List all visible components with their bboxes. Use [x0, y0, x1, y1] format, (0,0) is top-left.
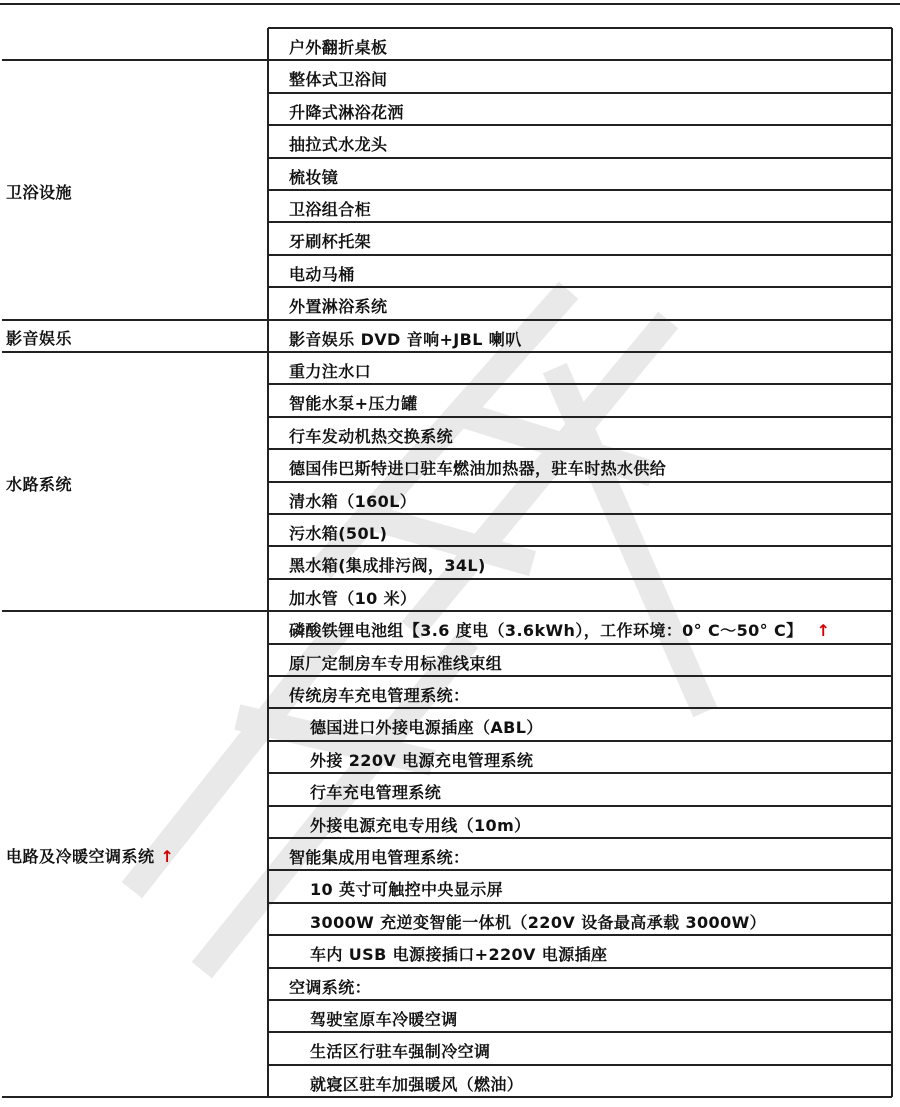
spec-item	[310, 910, 766, 933]
spec-item	[310, 1072, 523, 1095]
spec-item-text: 车内 USB 电源接插口+220V 电源插座	[310, 945, 608, 965]
spec-item-text: 梳妆镜	[289, 167, 339, 187]
spec-item-text: 外接 220V 电源充电管理系统	[310, 750, 534, 770]
spec-item-text: 传统房车充电管理系统：	[289, 686, 470, 705]
spec-item	[289, 975, 371, 998]
spec-item	[310, 715, 543, 738]
row-rule	[268, 221, 892, 223]
spec-item-text: 磷酸铁锂电池组【3.6 度电（3.6kWh），工作环境：0° C～50° C】	[289, 621, 803, 641]
row-rule	[268, 643, 892, 645]
row-rule	[268, 869, 892, 871]
category-label	[6, 326, 72, 349]
spec-item	[289, 197, 371, 220]
spec-item	[289, 359, 371, 382]
spec-item-text: 行车充电管理系统	[310, 783, 442, 803]
category-label	[6, 180, 72, 203]
spec-item	[289, 618, 830, 641]
spec-item	[310, 1007, 458, 1030]
row-rule	[268, 189, 892, 191]
category-label	[6, 844, 174, 867]
spec-item	[289, 586, 416, 609]
row-rule	[268, 1064, 892, 1066]
spec-item	[289, 132, 387, 155]
row-rule	[268, 999, 892, 1001]
spec-item	[289, 521, 387, 544]
spec-item	[289, 489, 416, 512]
row-rule	[268, 416, 892, 418]
row-rule	[268, 934, 892, 936]
spec-item	[289, 67, 387, 90]
row-rule	[268, 805, 892, 807]
table-top-rule	[268, 27, 892, 29]
row-rule	[268, 707, 892, 709]
category-label-text: 卫浴设施	[6, 183, 73, 202]
table-right-border	[891, 28, 893, 1097]
spec-item	[310, 813, 531, 836]
row-rule	[268, 578, 892, 580]
spec-item-text: 牙刷杯托架	[289, 232, 372, 252]
spec-item-text: 驾驶室原车冷暖空调	[310, 1010, 458, 1029]
spec-item-text: 德国进口外接电源插座（ABL）	[310, 718, 543, 738]
spec-item-text: 外置淋浴系统	[289, 297, 388, 317]
spec-item	[289, 424, 453, 447]
group-rule	[2, 610, 892, 612]
spec-item-text: 卫浴组合柜	[289, 200, 372, 219]
spec-item	[310, 1039, 490, 1062]
spec-item-text: 清水箱（160L）	[289, 491, 417, 511]
spec-item	[289, 327, 522, 350]
group-rule	[2, 1096, 892, 1098]
spec-item	[289, 165, 338, 188]
spec-item-text: 智能水泵+压力罐	[289, 394, 418, 414]
column-divider	[267, 28, 269, 1097]
category-label-text: 水路系统	[6, 474, 73, 494]
spec-item-text: 抽拉式水龙头	[289, 135, 388, 155]
spec-item-text: 外接电源充电专用线（10m）	[310, 815, 531, 835]
spec-item-text: 加水管（10 米）	[289, 588, 417, 608]
group-rule	[2, 319, 892, 321]
spec-item-text: 原厂定制房车专用标准线束组	[289, 653, 503, 673]
spec-item	[289, 35, 387, 58]
spec-item	[289, 683, 469, 706]
spec-item-text: 3000W 充逆变智能一体机（220V 设备最高承载 3000W）	[310, 912, 767, 932]
spec-item-text: 整体式卫浴间	[289, 70, 388, 90]
spec-item	[289, 456, 666, 479]
spec-item-text: 重力注水口	[289, 362, 372, 381]
up-arrow-icon: ↑	[160, 847, 175, 867]
spec-item-text: 空调系统：	[289, 977, 372, 997]
row-rule	[268, 448, 892, 450]
category-label	[6, 472, 72, 495]
spec-item-text: 就寝区驻车加强暖风（燃油）	[310, 1074, 524, 1094]
row-rule	[268, 837, 892, 839]
spec-item-text: 德国伟巴斯特进口驻车燃油加热器，驻车时热水供给	[289, 459, 667, 479]
row-rule	[268, 481, 892, 483]
row-rule	[268, 675, 892, 677]
group-rule	[2, 59, 892, 61]
row-rule	[268, 286, 892, 288]
spec-item	[289, 553, 486, 576]
row-rule	[268, 157, 892, 159]
spec-item	[310, 877, 503, 900]
spec-item	[289, 100, 404, 123]
spec-item	[289, 651, 502, 674]
row-rule	[268, 254, 892, 256]
spec-item	[310, 780, 441, 803]
spec-item	[289, 229, 371, 252]
row-rule	[268, 1031, 892, 1033]
page-top-rule	[0, 3, 900, 5]
spec-item	[310, 748, 533, 771]
row-rule	[268, 124, 892, 126]
spec-item-text: 影音娱乐 DVD 音响+JBL 喇叭	[289, 329, 522, 349]
category-label-text: 电路及冷暖空调系统	[6, 847, 155, 867]
row-rule	[268, 902, 892, 904]
row-rule	[268, 513, 892, 515]
spec-item-text: 升降式淋浴花洒	[289, 102, 404, 122]
row-rule	[268, 383, 892, 385]
spec-item-text: 户外翻折桌板	[289, 38, 388, 57]
spec-item	[310, 942, 607, 965]
category-label-text: 影音娱乐	[6, 328, 73, 348]
spec-item	[289, 391, 418, 414]
spec-item-text: 污水箱(50L)	[289, 524, 388, 543]
up-arrow-icon: ↑	[816, 621, 831, 641]
spec-item-text: 电动马桶	[289, 264, 355, 284]
row-rule	[268, 772, 892, 774]
row-rule	[268, 545, 892, 547]
spec-item-text: 黑水箱(集成排污阀，34L)	[289, 556, 486, 576]
spec-item-text: 10 英寸可触控中央显示屏	[310, 880, 504, 900]
spec-item-text: 行车发动机热交换系统	[289, 426, 454, 446]
row-rule	[268, 92, 892, 94]
row-rule	[268, 740, 892, 742]
spec-item	[289, 262, 355, 285]
spec-item	[289, 845, 469, 868]
spec-item-text: 智能集成用电管理系统：	[289, 848, 470, 867]
row-rule	[268, 967, 892, 969]
spec-item-text: 生活区行驻车强制冷空调	[310, 1042, 491, 1062]
spec-item	[289, 294, 387, 317]
group-rule	[2, 351, 892, 353]
